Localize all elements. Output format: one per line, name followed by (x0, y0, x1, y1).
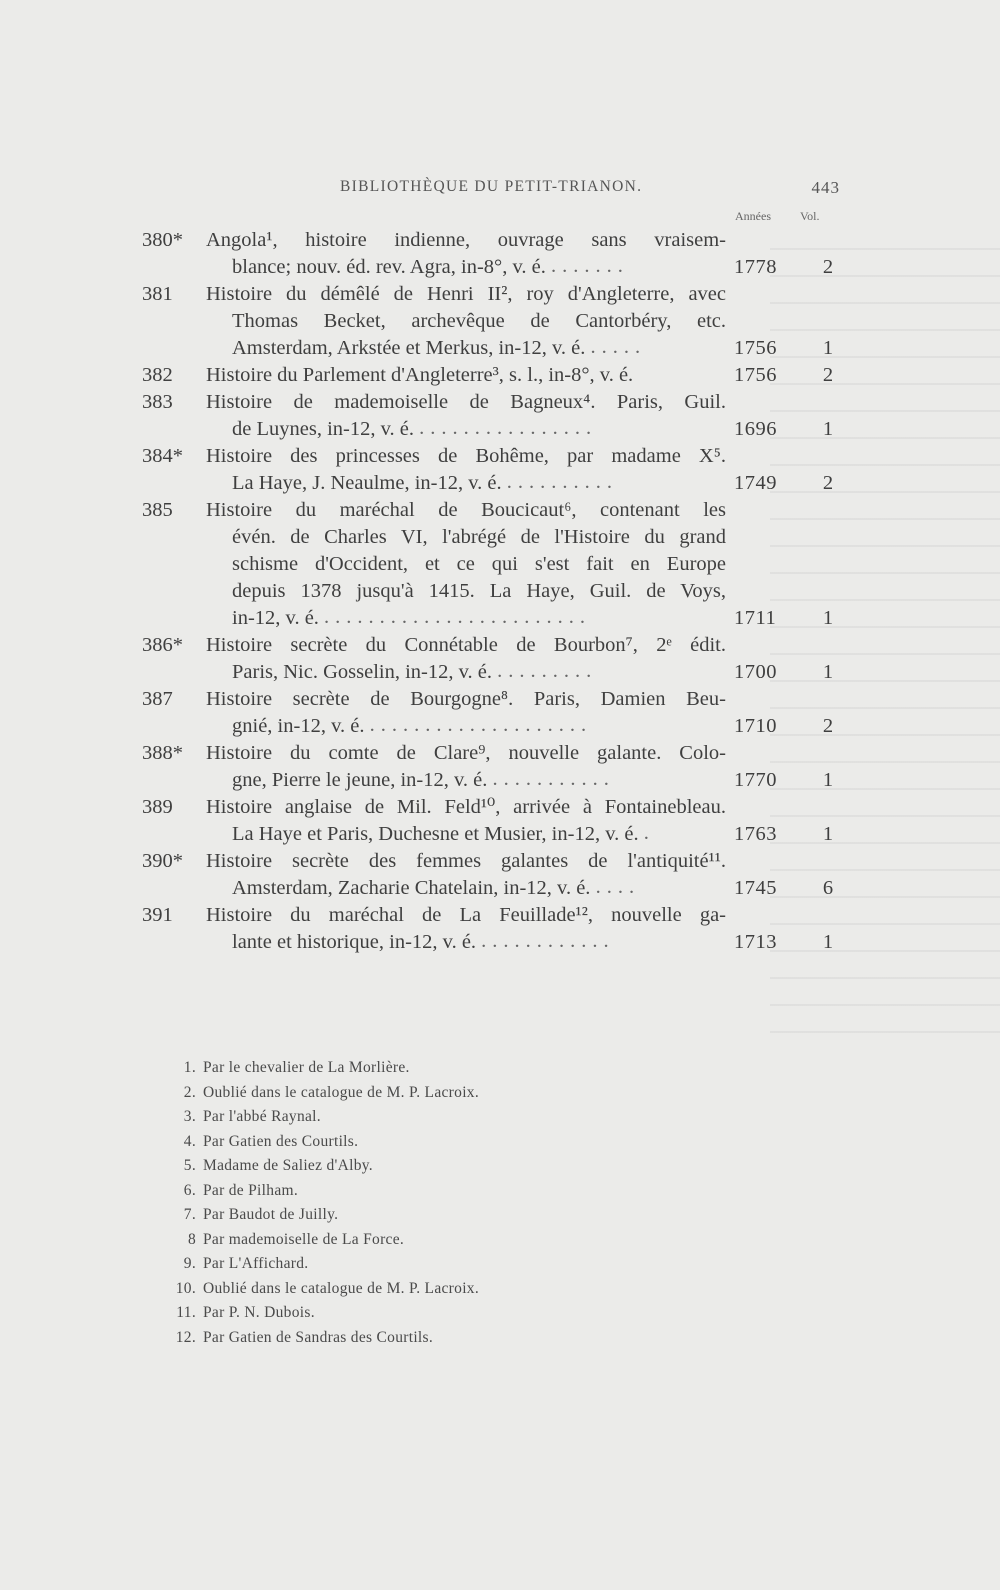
entry-text-content: Angola¹, histoire indienne, ouvrage sans vraisem- (206, 229, 726, 251)
entry-number: 386* (142, 634, 183, 656)
footnote-number: 3. (183, 1108, 196, 1125)
entry-volumes: 1 (822, 823, 834, 845)
entry-year: 1700 (734, 661, 777, 683)
entry-text (232, 767, 726, 794)
entry-text (206, 443, 726, 470)
entry-year: 1756 (734, 337, 777, 359)
footnote (0, 1277, 1000, 1302)
footnote-number: 8 (187, 1230, 196, 1248)
entry-text-content: Histoire du maréchal de Boucicaut⁶, contenant les (206, 499, 726, 521)
footnote (0, 1056, 1000, 1081)
dot-leader: ................ (419, 417, 598, 439)
entry-line (0, 713, 1000, 740)
entry-line (0, 497, 1000, 524)
entry-year: 1711 (734, 607, 777, 629)
entry-line (0, 308, 1000, 335)
dot-leader: ......... (497, 660, 598, 682)
footnote-number: 6. (183, 1181, 196, 1199)
entry-text-content: Histoire anglaise de Mil. Feld¹⁰, arrivée à Fontainebleau. (206, 796, 726, 818)
entry-volumes: 2 (822, 256, 834, 278)
dot-leader: .... (595, 876, 641, 898)
dot-leader: . (643, 822, 655, 844)
footnote-number: 5. (183, 1157, 196, 1174)
footnote (0, 1179, 1000, 1204)
dot-leader: ............ (481, 930, 615, 952)
footnote (0, 1081, 1000, 1106)
entry-line (0, 686, 1000, 713)
footnote-text: Par le chevalier de La Morlière. (203, 1059, 410, 1076)
footnote-number: 2. (183, 1083, 196, 1101)
entry-text (232, 875, 726, 902)
footnote (0, 1228, 1000, 1253)
entry-year: 1770 (734, 769, 777, 791)
footnote (0, 1154, 1000, 1179)
catalogue-entry (0, 362, 1000, 389)
entry-text-content: de Luynes, in-12, v. é. (232, 418, 414, 440)
footnote-number: 1. (183, 1059, 196, 1076)
entry-text (232, 254, 726, 281)
entry-text-content: Thomas Becket, archevêque de Cantorbéry, etc. (232, 310, 726, 332)
footnote-number: 9. (183, 1255, 196, 1272)
catalogue-entries (0, 227, 1000, 956)
footnote-text: Par Gatien des Courtils. (203, 1132, 359, 1150)
entry-text (206, 794, 726, 821)
footnote-number: 7. (183, 1206, 196, 1223)
catalogue-entry (0, 632, 1000, 686)
catalogue-entry (0, 740, 1000, 794)
dot-leader: .................... (369, 714, 593, 736)
catalogue-entry (0, 794, 1000, 848)
entry-text (206, 848, 726, 875)
entry-text-content: Histoire du Parlement d'Angleterre³, s. l., in-8°, v. é. (206, 364, 634, 386)
footnote-text: Oublié dans le catalogue de M. P. Lacroix. (203, 1083, 480, 1101)
footnotes (0, 1056, 1000, 1350)
column-headings (0, 209, 1000, 225)
footnote (0, 1326, 1000, 1351)
entry-text-content: Histoire des princesses de Bohême, par madame X⁵. (206, 445, 726, 467)
entry-text-content: in-12, v. é. (232, 607, 319, 629)
entry-year: 1710 (734, 715, 777, 737)
entry-text (232, 821, 726, 848)
volumes-column-heading: Vol. (800, 209, 820, 223)
entry-text-content: gne, Pierre le jeune, in-12, v. é. (232, 769, 488, 791)
footnote-number: 4. (183, 1132, 196, 1150)
entry-text (232, 524, 726, 551)
entry-year: 1749 (734, 472, 777, 494)
footnote (0, 1203, 1000, 1228)
entry-text (232, 578, 726, 605)
catalogue-entry (0, 443, 1000, 497)
entry-text-content: Histoire du comte de Clare⁹, nouvelle galante. Colo- (206, 742, 726, 764)
entry-text (232, 713, 726, 740)
footnote-text: Par de Pilham. (203, 1181, 299, 1199)
entry-line (0, 335, 1000, 362)
footnote-text: Oublié dans le catalogue de M. P. Lacroix. (203, 1279, 480, 1297)
entry-text (206, 686, 726, 713)
entry-volumes: 1 (822, 769, 834, 791)
entry-number: 389 (142, 796, 173, 818)
footnote-text: Par L'Affichard. (203, 1255, 309, 1272)
entry-text (206, 281, 726, 308)
entry-text-content: La Haye, J. Neaulme, in-12, v. é. (232, 472, 502, 494)
entry-year: 1713 (734, 931, 777, 953)
entry-line (0, 470, 1000, 497)
entry-line (0, 794, 1000, 821)
entry-text-content: Histoire secrète du Connétable de Bourbon⁷, 2ᵉ édit. (206, 634, 726, 656)
entry-text-content: évén. de Charles VI, l'abrégé de l'Histoire du grand (232, 526, 726, 548)
entry-text (232, 416, 726, 443)
entry-number: 381 (142, 283, 173, 305)
entry-volumes: 2 (822, 472, 834, 494)
entry-text (206, 389, 726, 416)
entry-line (0, 902, 1000, 929)
catalogue-entry (0, 848, 1000, 902)
footnote (0, 1105, 1000, 1130)
entry-text (206, 740, 726, 767)
catalogue-entry (0, 281, 1000, 362)
entry-year: 1696 (734, 418, 777, 440)
entry-number: 383 (142, 391, 173, 413)
entry-line (0, 821, 1000, 848)
entry-text (206, 362, 726, 389)
entry-volumes: 1 (822, 607, 834, 629)
entry-text-content: Histoire secrète des femmes galantes de l'antiquité¹¹. (206, 850, 726, 872)
entry-line (0, 659, 1000, 686)
footnote-text: Par Baudot de Juilly. (203, 1206, 339, 1223)
entry-line (0, 929, 1000, 956)
entry-line (0, 362, 1000, 389)
entry-text-content: blance; nouv. éd. rev. Agra, in-8°, v. é. (232, 256, 546, 278)
page-number: 443 (811, 178, 840, 197)
entry-line (0, 416, 1000, 443)
catalogue-entry (0, 686, 1000, 740)
entry-line (0, 389, 1000, 416)
entry-text (232, 335, 726, 362)
entry-year: 1745 (734, 877, 777, 899)
catalogue-entry (0, 497, 1000, 632)
entry-text-content: Amsterdam, Arkstée et Merkus, in-12, v. é. (232, 337, 586, 359)
running-header (230, 178, 840, 204)
entry-number: 387 (142, 688, 173, 710)
entry-volumes: 2 (822, 364, 834, 386)
entry-text-content: lante et historique, in-12, v. é. (232, 931, 477, 953)
entry-number: 384* (142, 445, 183, 467)
entry-line (0, 551, 1000, 578)
entry-text-content: depuis 1378 jusqu'à 1415. La Haye, Guil. de Voys, (232, 580, 726, 602)
entry-text (232, 470, 726, 497)
footnote-text: Par Gatien de Sandras des Courtils. (203, 1328, 434, 1346)
entry-text-content: Histoire du démêlé de Henri II², roy d'Angleterre, avec (206, 283, 726, 305)
entry-text-content: Histoire du maréchal de La Feuillade¹², nouvelle ga- (206, 904, 726, 926)
dot-leader: ........................ (324, 606, 592, 628)
footnote-text: Par P. N. Dubois. (203, 1304, 315, 1321)
entry-year: 1756 (734, 364, 777, 386)
entry-text (232, 659, 726, 686)
entry-volumes: 1 (822, 337, 834, 359)
entry-text (206, 497, 726, 524)
catalogue-entry (0, 227, 1000, 281)
dot-leader: ....... (551, 255, 629, 277)
entry-text-content: Histoire de mademoiselle de Bagneux⁴. Paris, Guil. (206, 391, 726, 413)
entry-line (0, 254, 1000, 281)
footnote-text: Par mademoiselle de La Force. (203, 1230, 405, 1248)
entry-volumes: 1 (822, 418, 834, 440)
entry-line (0, 227, 1000, 254)
entry-text (206, 632, 726, 659)
entry-text (206, 227, 726, 254)
dot-leader: ........... (492, 768, 615, 790)
footnote-number: 11. (176, 1304, 196, 1321)
entry-line (0, 578, 1000, 605)
catalogue-entry (0, 902, 1000, 956)
entry-text (232, 551, 726, 578)
entry-text (206, 902, 726, 929)
entry-volumes: 6 (822, 877, 834, 899)
entry-line (0, 875, 1000, 902)
footnote-number: 10. (175, 1279, 196, 1297)
footnote (0, 1301, 1000, 1326)
entry-text (232, 929, 726, 956)
dot-leader: ..... (590, 336, 647, 358)
entry-volumes: 1 (822, 931, 834, 953)
entry-year: 1763 (734, 823, 777, 845)
entry-text-content: Histoire secrète de Bourgogne⁸. Paris, Damien Beu- (206, 688, 726, 710)
entry-text-content: schisme d'Occident, et ce qui s'est fait en Europe (232, 553, 726, 575)
entry-text-content: La Haye et Paris, Duchesne et Musier, in-12, v. é. (232, 823, 639, 845)
entry-number: 385 (142, 499, 173, 521)
entry-line (0, 524, 1000, 551)
entry-number: 380* (142, 229, 183, 251)
years-column-heading: Années (735, 209, 771, 223)
footnote-text: Par l'abbé Raynal. (203, 1108, 321, 1125)
entry-line (0, 281, 1000, 308)
entry-line (0, 632, 1000, 659)
entry-text-content: Amsterdam, Zacharie Chatelain, in-12, v. é. (232, 877, 591, 899)
footnote-number: 12. (175, 1328, 196, 1346)
running-title: BIBLIOTHÈQUE DU PETIT-TRIANON. (340, 178, 643, 195)
entry-line (0, 740, 1000, 767)
entry-line (0, 443, 1000, 470)
footnote-text: Madame de Saliez d'Alby. (203, 1157, 373, 1174)
entry-volumes: 2 (822, 715, 834, 737)
entry-number: 388* (142, 742, 183, 764)
entry-text (232, 308, 726, 335)
footnote (0, 1252, 1000, 1277)
entry-year: 1778 (734, 256, 777, 278)
dot-leader: .......... (506, 471, 619, 493)
entry-text-content: gnié, in-12, v. é. (232, 715, 365, 737)
catalogue-entry (0, 389, 1000, 443)
entry-number: 391 (142, 904, 173, 926)
entry-number: 382 (142, 364, 173, 386)
footnote (0, 1130, 1000, 1155)
entry-text-content: Paris, Nic. Gosselin, in-12, v. é. (232, 661, 493, 683)
entry-text (232, 605, 726, 632)
entry-line (0, 767, 1000, 794)
entry-line (0, 605, 1000, 632)
entry-number: 390* (142, 850, 183, 872)
entry-volumes: 1 (822, 661, 834, 683)
entry-line (0, 848, 1000, 875)
